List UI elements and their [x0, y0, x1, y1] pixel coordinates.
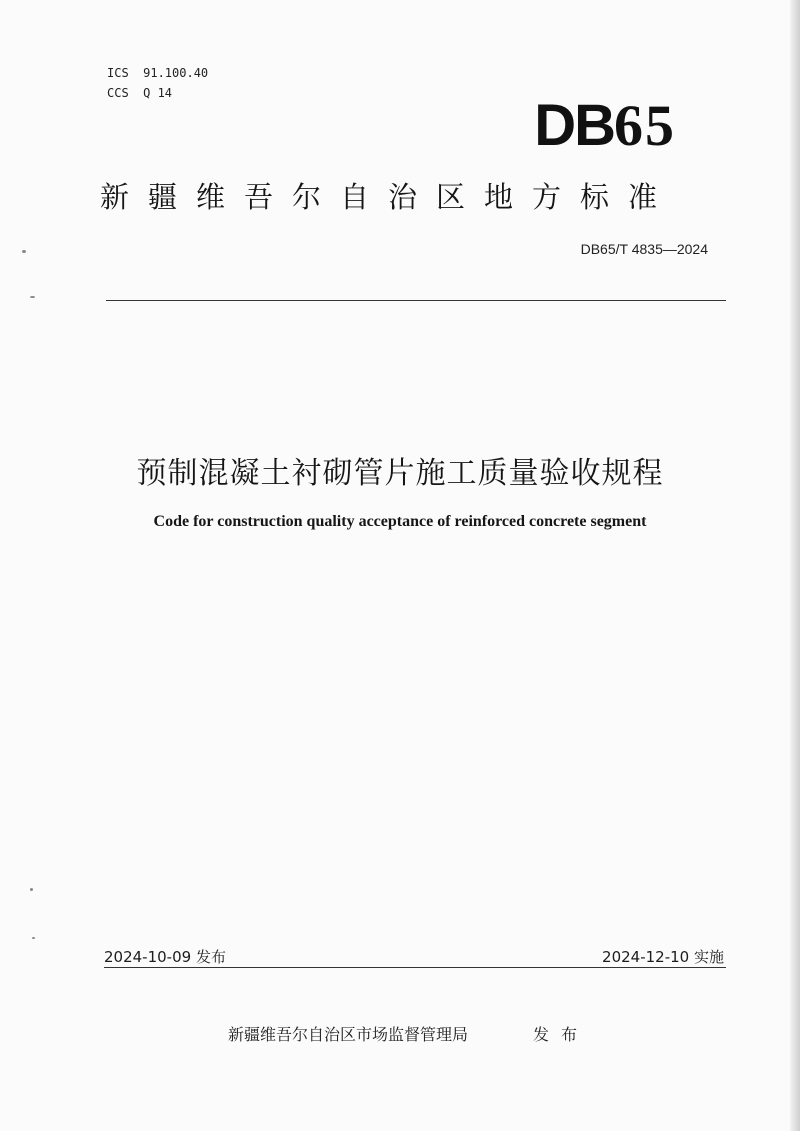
organization-title: 新疆维吾尔自治区地方标准: [100, 180, 677, 214]
implementation-date: 2024-12-10 实施: [602, 948, 724, 966]
bottom-divider: [104, 967, 726, 968]
scan-edge-shadow: [790, 0, 800, 1131]
scan-speck: [22, 250, 26, 253]
issue-date: 2024-10-09 发布: [104, 948, 226, 966]
scan-speck: [30, 888, 33, 891]
logo-number-text: 65: [614, 93, 676, 158]
ccs-code: CCS Q 14: [107, 86, 173, 100]
logo-db-text: DB: [534, 93, 614, 158]
db65-logo: [534, 93, 676, 158]
issuing-authority: 新疆维吾尔自治区市场监督管理局: [228, 1025, 469, 1044]
ics-code: ICS 91.100.40: [107, 66, 209, 80]
title-english: Code for construction quality acceptance of reinforced concrete segment: [153, 513, 647, 530]
scan-speck: [32, 937, 35, 939]
title-chinese: 预制混凝土衬砌管片施工质量验收规程: [136, 456, 664, 491]
scan-speck: [30, 296, 35, 298]
top-divider: [106, 300, 726, 301]
standard-number: DB65/T 4835—2024: [580, 241, 708, 257]
publish-label: 发布: [533, 1025, 590, 1044]
